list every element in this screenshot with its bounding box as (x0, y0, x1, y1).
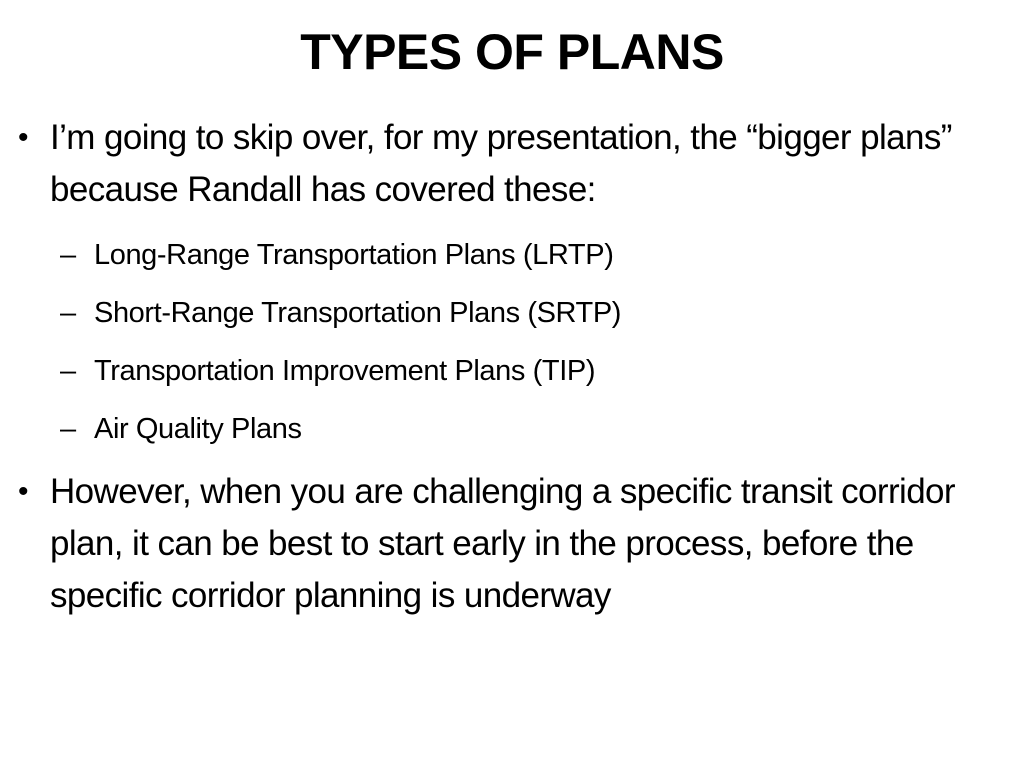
sub-bullet-item (14, 226, 1014, 284)
sub-bullet-item (14, 400, 1014, 458)
sub-bullet-item (14, 342, 1014, 400)
bullet-item-1 (14, 112, 1014, 216)
sub-bullet-text: Short-Range Transportation Plans (SRTP) (94, 297, 622, 329)
dash-marker: – (60, 297, 76, 329)
slide-title: TYPES OF PLANS (300, 24, 724, 80)
bullet-text: However, when you are challenging a specific transit corridor plan, it can be best to start early in the process, before the specific corridor planning is underway (50, 472, 955, 615)
dash-marker: – (60, 413, 76, 445)
bullet-marker: • (18, 475, 28, 508)
dash-marker: – (60, 355, 76, 387)
bullet-marker: • (18, 121, 28, 154)
bullet-item-2 (14, 466, 1014, 622)
sub-bullet-text: Transportation Improvement Plans (TIP) (94, 355, 596, 387)
sub-bullet-text: Long-Range Transportation Plans (LRTP) (94, 239, 614, 271)
dash-marker: – (60, 239, 76, 271)
slide-content (14, 112, 1014, 622)
sub-bullet-list (14, 226, 1014, 458)
sub-bullet-text: Air Quality Plans (94, 413, 302, 445)
bullet-text: I’m going to skip over, for my presentation, the “bigger plans” because Randall has covered these: (50, 118, 952, 209)
sub-bullet-item (14, 284, 1014, 342)
